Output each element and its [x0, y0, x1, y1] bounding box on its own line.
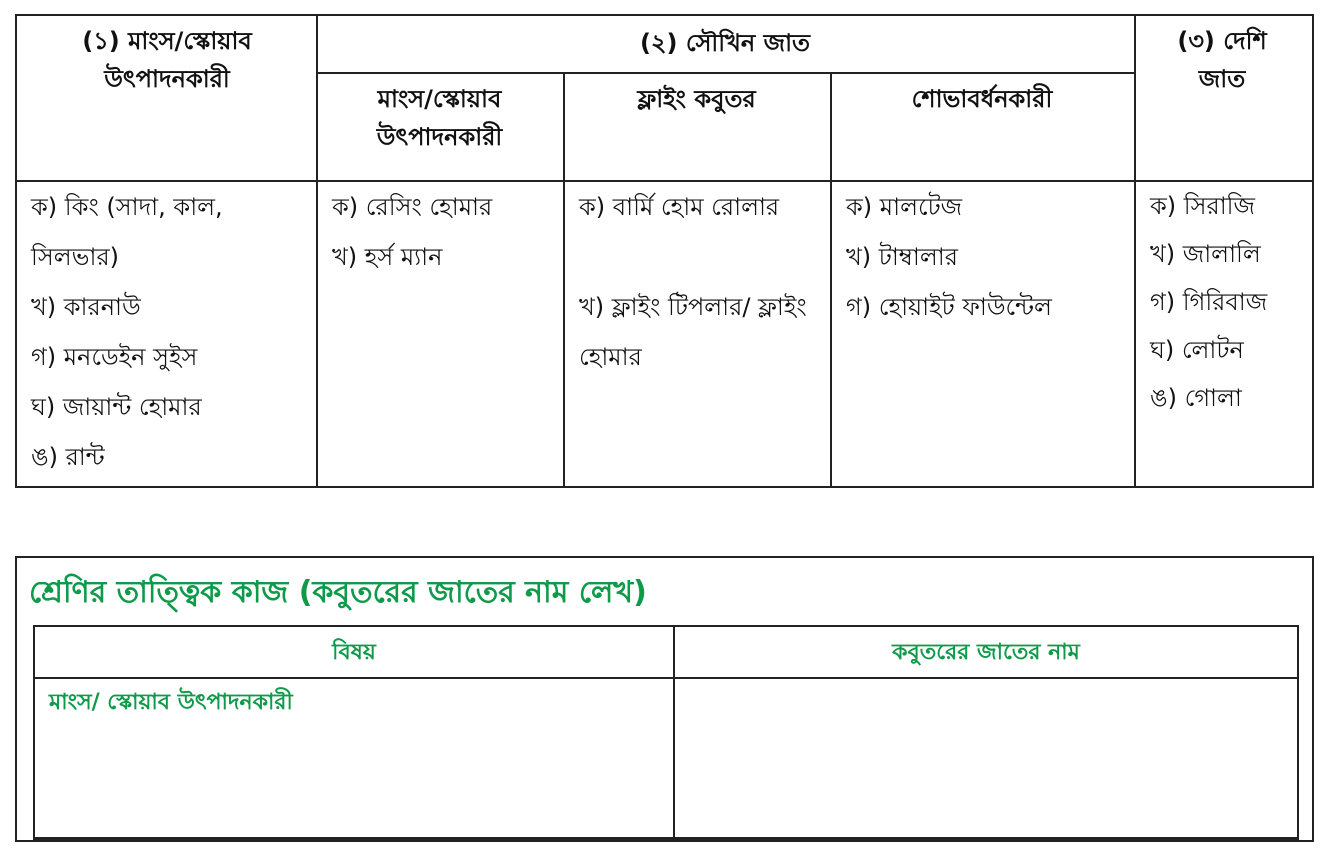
- list-item: ক) মালটেজ: [846, 193, 963, 221]
- header-meat-squab: (১) মাংস/স্কোয়াব উৎপাদনকারী: [82, 27, 252, 93]
- breed-table: [15, 14, 1314, 488]
- list-ornamental: [832, 182, 1134, 332]
- list-item: গ) হোয়াইট ফাউন্টেল: [846, 293, 1052, 321]
- list-item: গ) গিরিবাজ: [1150, 288, 1268, 316]
- header-native-breeds: (৩) দেশি জাত: [1177, 27, 1267, 93]
- list-item: খ) জালালি: [1150, 240, 1261, 268]
- header-subject: বিষয়: [332, 640, 376, 665]
- worksheet-title: শ্রেণির তাত্ত্বিক কাজ (কবুতরের জাতের নাম লেখ): [29, 575, 647, 610]
- list-item: ক) কিং (সাদা, কাল, সিলভার): [31, 193, 223, 271]
- list-item: ক) সিরাজি: [1150, 192, 1256, 220]
- list-item: খ) হর্স ম্যান: [332, 243, 443, 271]
- list-item: খ) টাম্বালার: [846, 243, 958, 271]
- list-flying: [565, 182, 830, 382]
- list-item: ক) রেসিং হোমার: [332, 193, 493, 221]
- list-item: ঙ) রান্ট: [31, 443, 105, 471]
- row-subject: মাংস/ স্কোয়াব উৎপাদনকারী: [49, 690, 293, 715]
- group-divider: [316, 72, 1134, 74]
- header-fancy-breeds: (২) সৌখিন জাত: [639, 29, 811, 57]
- header-divider: [35, 677, 1297, 679]
- list-item: ঘ) জায়ান্ট হোমার: [31, 393, 202, 421]
- list-item: খ) ফ্লাইং টিপলার/ ফ্লাইং হোমার: [579, 293, 807, 371]
- list-item: ক) বার্মি হোম রোলার: [579, 193, 780, 221]
- worksheet-table: [33, 625, 1299, 840]
- list-item: গ) মনডেইন সুইস: [31, 343, 198, 371]
- header-fancy-meat-squab: মাংস/স্কোয়াব উৎপাদনকারী: [376, 85, 503, 151]
- header-flying-pigeon: ফ্লাইং কবুতর: [637, 85, 756, 113]
- header-breed-name: কবুতরের জাতের নাম: [892, 640, 1080, 665]
- list-native: [1136, 182, 1312, 422]
- list-item: খ) কারনাউ: [31, 293, 141, 321]
- worksheet-box: [15, 556, 1314, 842]
- list-item: ঘ) লোটন: [1150, 336, 1244, 364]
- header-ornamental: শোভাবর্ধনকারী: [911, 85, 1053, 113]
- list-fancy-meat: [318, 182, 563, 282]
- row-answer-field[interactable]: [677, 681, 1295, 835]
- list-item: ঙ) গোলা: [1150, 384, 1242, 412]
- list-meat-squab: [17, 182, 316, 482]
